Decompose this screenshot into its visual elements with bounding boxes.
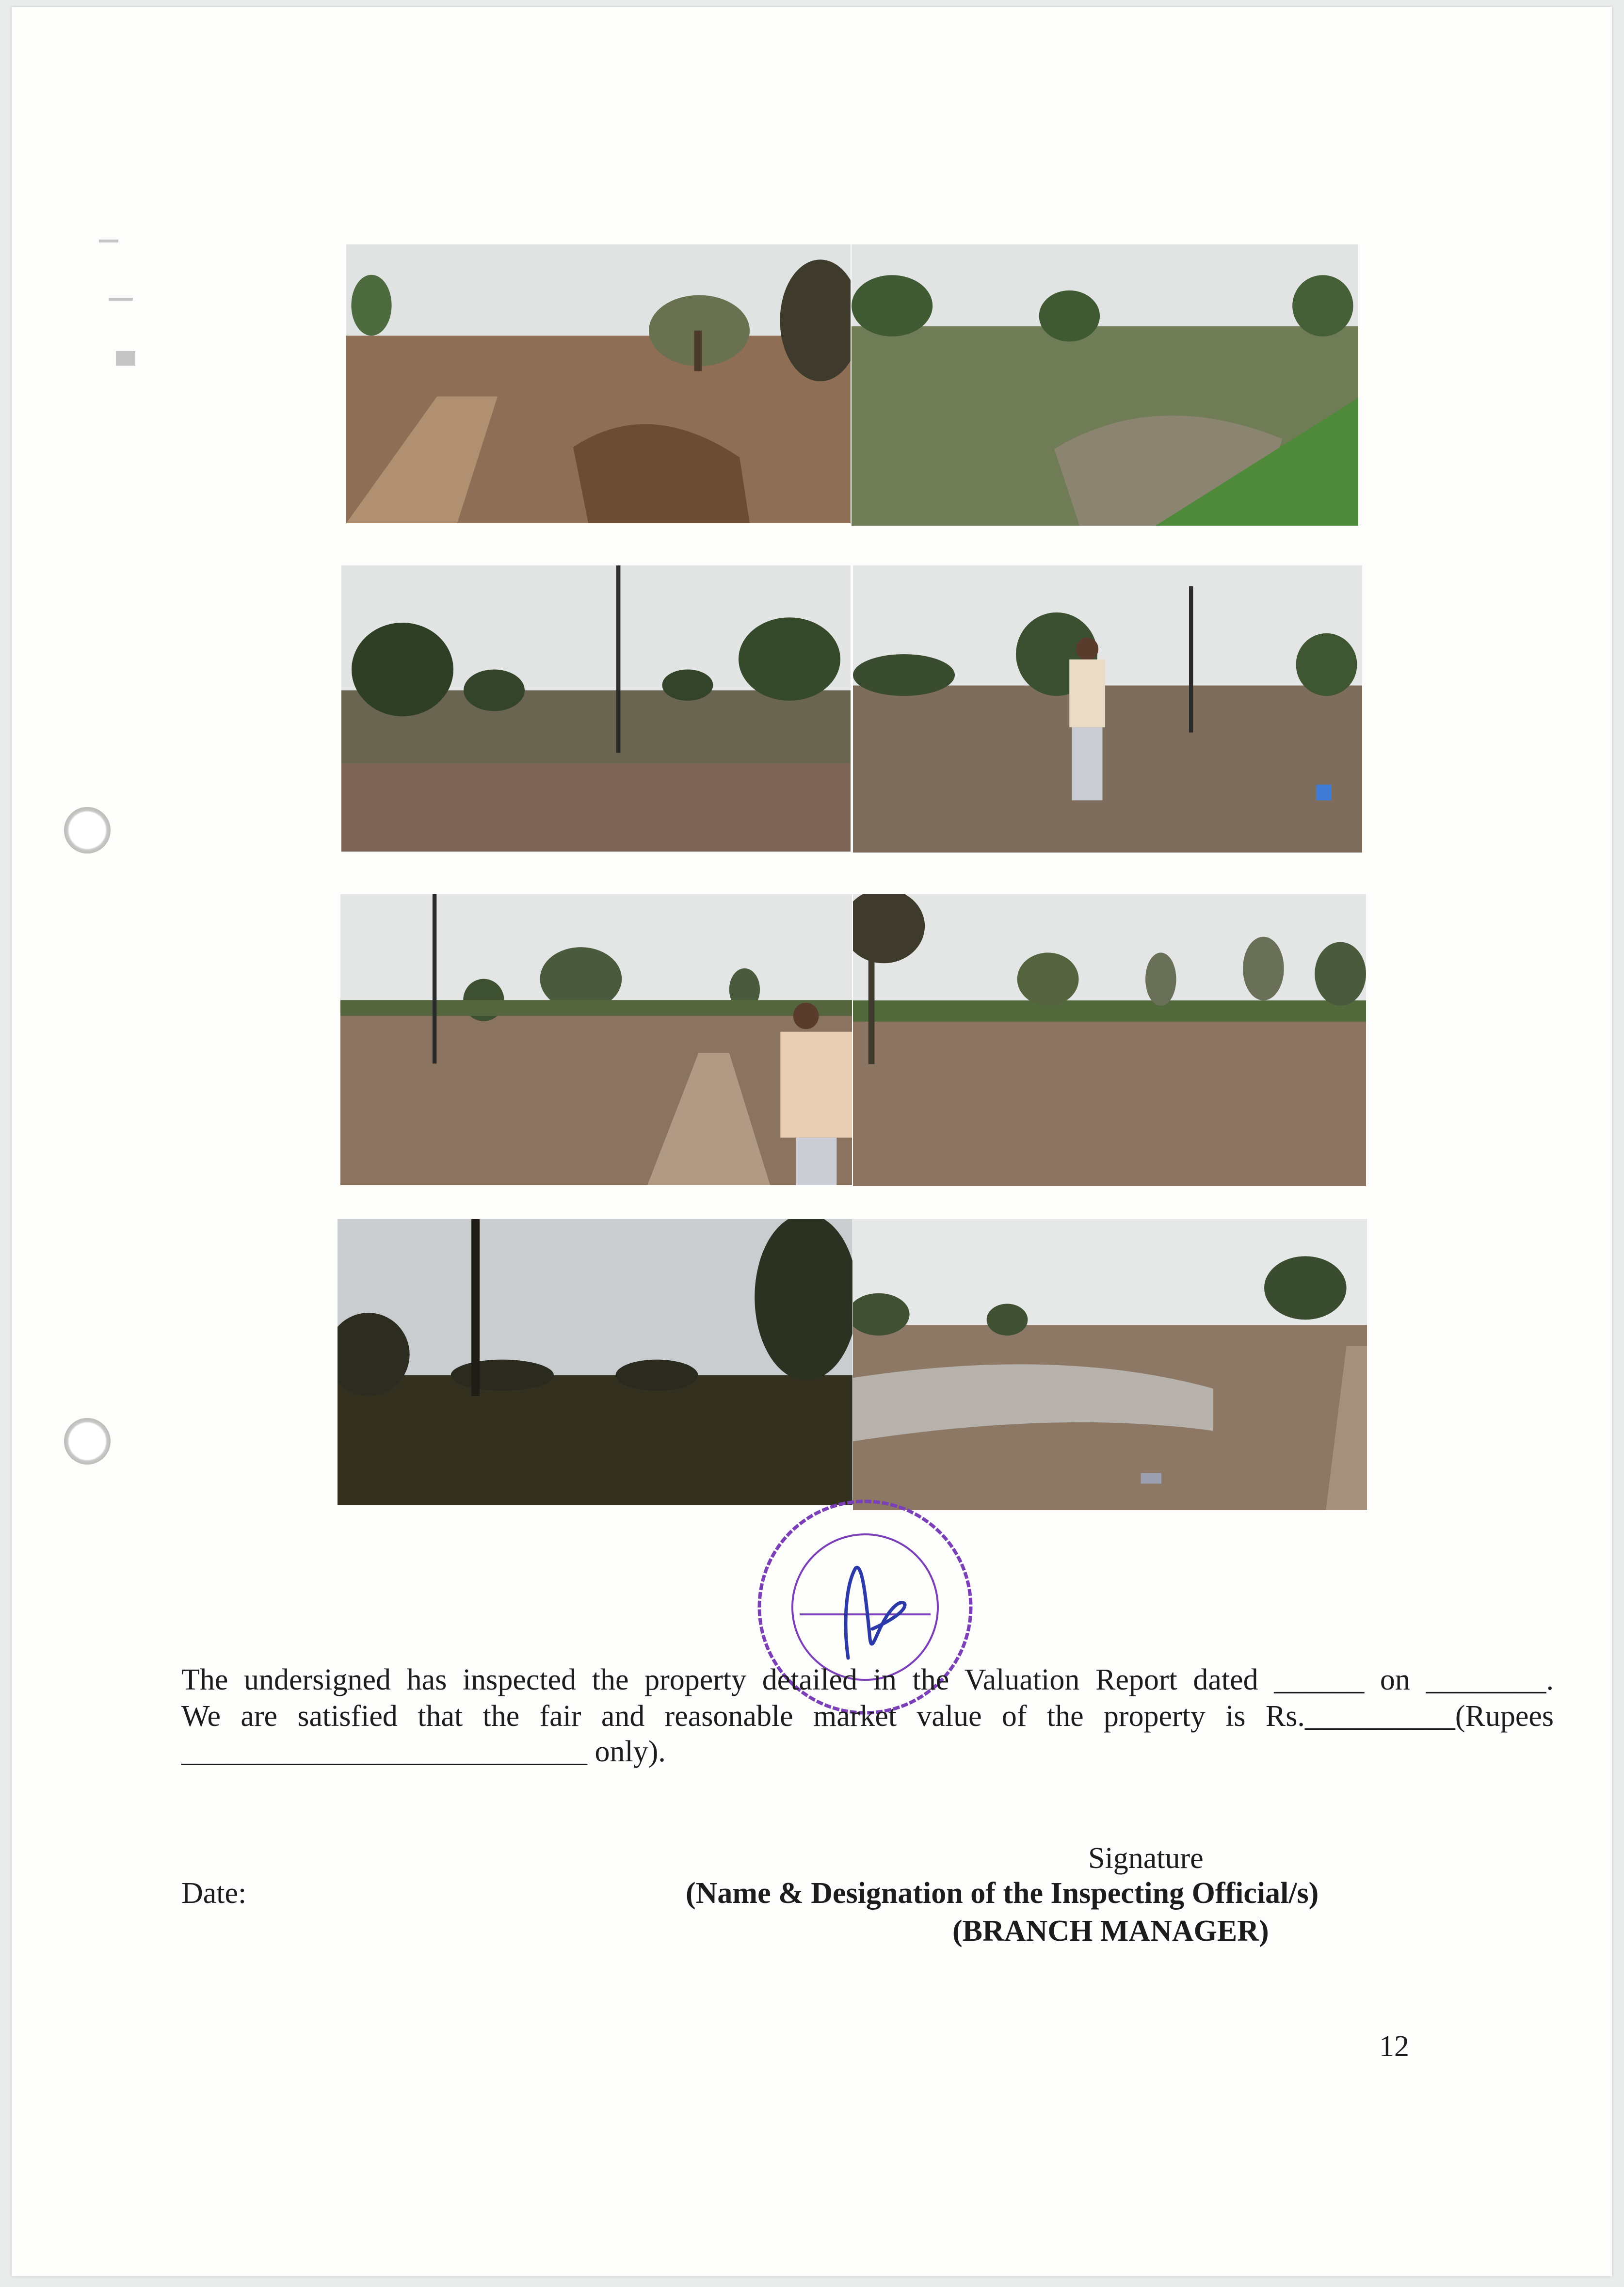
site-photo-8 bbox=[853, 1219, 1367, 1510]
site-photo-3 bbox=[341, 565, 851, 852]
site-photo-2 bbox=[852, 244, 1358, 526]
punch-hole-bottom bbox=[64, 1418, 111, 1465]
document-page bbox=[12, 7, 1612, 2276]
inspection-statement-line-1: The undersigned has inspected the property detailed in the Valuation Report dated ______ on ________. bbox=[181, 1663, 1554, 1696]
date-label: Date: bbox=[181, 1877, 247, 1910]
punch-hole-top bbox=[64, 807, 111, 854]
scan-mark bbox=[109, 298, 133, 301]
site-photo-1 bbox=[346, 244, 851, 523]
site-photo-7 bbox=[338, 1219, 852, 1505]
designation-label: (Name & Designation of the Inspecting Official/s) bbox=[686, 1877, 1319, 1910]
site-photo-5 bbox=[340, 894, 852, 1185]
scan-mark bbox=[99, 240, 118, 242]
signature-label: Signature bbox=[1088, 1842, 1204, 1875]
page-number: 12 bbox=[1379, 2030, 1409, 2063]
inspection-statement-line-3: ___________________________ only). bbox=[181, 1735, 666, 1768]
branch-manager-label: (BRANCH MANAGER) bbox=[952, 1915, 1269, 1948]
site-photo-4 bbox=[853, 565, 1362, 853]
site-photo-6 bbox=[853, 894, 1366, 1186]
scan-mark bbox=[116, 351, 135, 366]
inspection-statement-line-2: We are satisfied that the fair and reasonable market value of the property is Rs.__________(Rupees bbox=[181, 1700, 1554, 1733]
